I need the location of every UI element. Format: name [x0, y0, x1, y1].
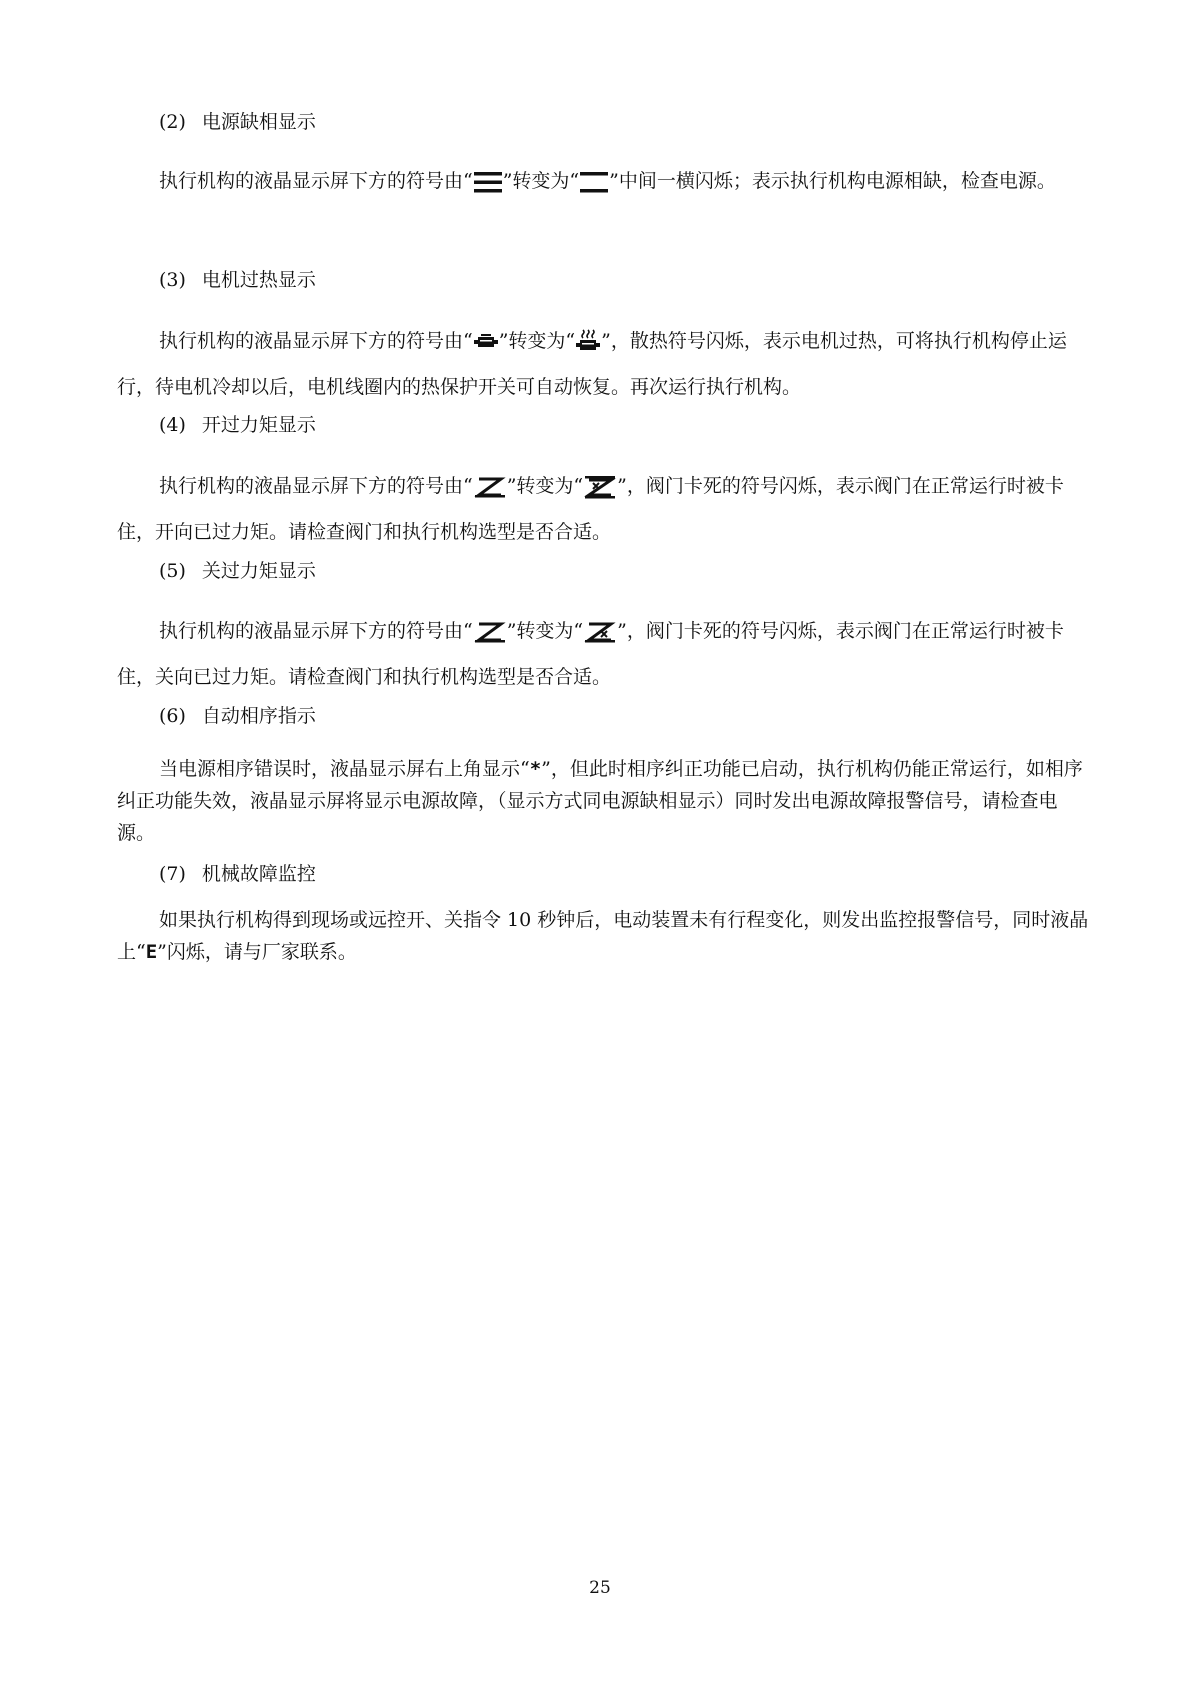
- section-5-text-c: ”，阀门卡死的符号闪烁，表示阀门在正常运行时被卡住，关向已过力矩。请检查阀门和执行机构选型是否合适。: [117, 620, 1064, 688]
- section-2-text-c: ”中间一横闪烁；表示执行机构电源相缺，检查电源。: [609, 170, 1056, 192]
- valve-open-jam-icon: [583, 475, 617, 499]
- section-5-heading: [159, 559, 316, 583]
- valve-close-jam-icon: [583, 621, 617, 643]
- section-5-title: 关过力矩显示: [201, 560, 316, 582]
- section-3-title: 电机过热显示: [201, 269, 316, 291]
- two-bar-icon: [579, 170, 609, 194]
- section-5-text-a: 执行机构的液晶显示屏下方的符号由“: [159, 620, 473, 642]
- section-6-paragraph: [117, 753, 1092, 849]
- page-number: 25: [589, 1578, 611, 1598]
- section-4-number: (4): [159, 414, 186, 436]
- section-6-heading: [159, 704, 316, 728]
- section-3-paragraph: [117, 318, 1092, 410]
- section-4-heading: [159, 413, 316, 437]
- section-2-text-a: 执行机构的液晶显示屏下方的符号由“: [159, 170, 473, 192]
- motor-overheat-icon: [575, 329, 601, 355]
- section-5-text-b: ”转变为“: [506, 620, 584, 642]
- section-6-text-a: 当电源相序错误时，液晶显示屏右上角显示“: [159, 758, 530, 780]
- section-2-number: (2): [159, 111, 186, 133]
- section-2-paragraph: [117, 158, 1092, 204]
- section-4-text-b: ”转变为“: [506, 475, 584, 497]
- section-7-heading: [159, 862, 316, 886]
- section-5-number: (5): [159, 560, 186, 582]
- section-7-text-b: ”闪烁，请与厂家联系。: [157, 941, 357, 963]
- valve-icon: [473, 621, 507, 643]
- section-2-title: 电源缺相显示: [201, 111, 316, 133]
- section-3-text-a: 执行机构的液晶显示屏下方的符号由“: [159, 330, 473, 352]
- section-6-number: (6): [159, 705, 186, 727]
- section-5-paragraph: [117, 608, 1092, 700]
- section-6-title: 自动相序指示: [201, 705, 316, 727]
- section-3-heading: [159, 268, 316, 292]
- section-3-text-c: ”，散热符号闪烁，表示电机过热，可将执行机构停止运行，待电机冷却以后，电机线圈内的热保护开关可自动恢复。再次运行执行机构。: [117, 330, 1067, 398]
- fault-mark: E: [145, 941, 158, 963]
- valve-icon: [473, 476, 507, 498]
- section-7-paragraph: [117, 904, 1092, 968]
- section-4-title: 开过力矩显示: [201, 414, 316, 436]
- section-3-text-b: ”转变为“: [498, 330, 576, 352]
- three-bar-icon: [473, 170, 503, 194]
- section-2-heading: [159, 110, 316, 134]
- phase-error-mark: *: [529, 758, 542, 780]
- section-6-text-b: ”，但此时相序纠正功能已启动，执行机构仍能正常运行，如相序纠正功能失效，液晶显示屏将显示电源故障，（显示方式同电源缺相显示）同时发出电源故障报警信号，请检查电源。: [117, 758, 1083, 844]
- section-2-text-b: ”转变为“: [502, 170, 580, 192]
- section-4-text-a: 执行机构的液晶显示屏下方的符号由“: [159, 475, 473, 497]
- section-4-text-c: ”，阀门卡死的符号闪烁，表示阀门在正常运行时被卡住，开向已过力矩。请检查阀门和执行机构选型是否合适。: [117, 475, 1064, 543]
- section-4-paragraph: [117, 463, 1092, 555]
- section-3-number: (3): [159, 269, 186, 291]
- section-7-text-a: 如果执行机构得到现场或远控开、关指令 10 秒钟后，电动装置未有行程变化，则发出监控报警信号，同时液晶上“: [117, 909, 1089, 963]
- motor-icon: [473, 331, 499, 353]
- section-7-number: (7): [159, 863, 186, 885]
- section-7-title: 机械故障监控: [201, 863, 316, 885]
